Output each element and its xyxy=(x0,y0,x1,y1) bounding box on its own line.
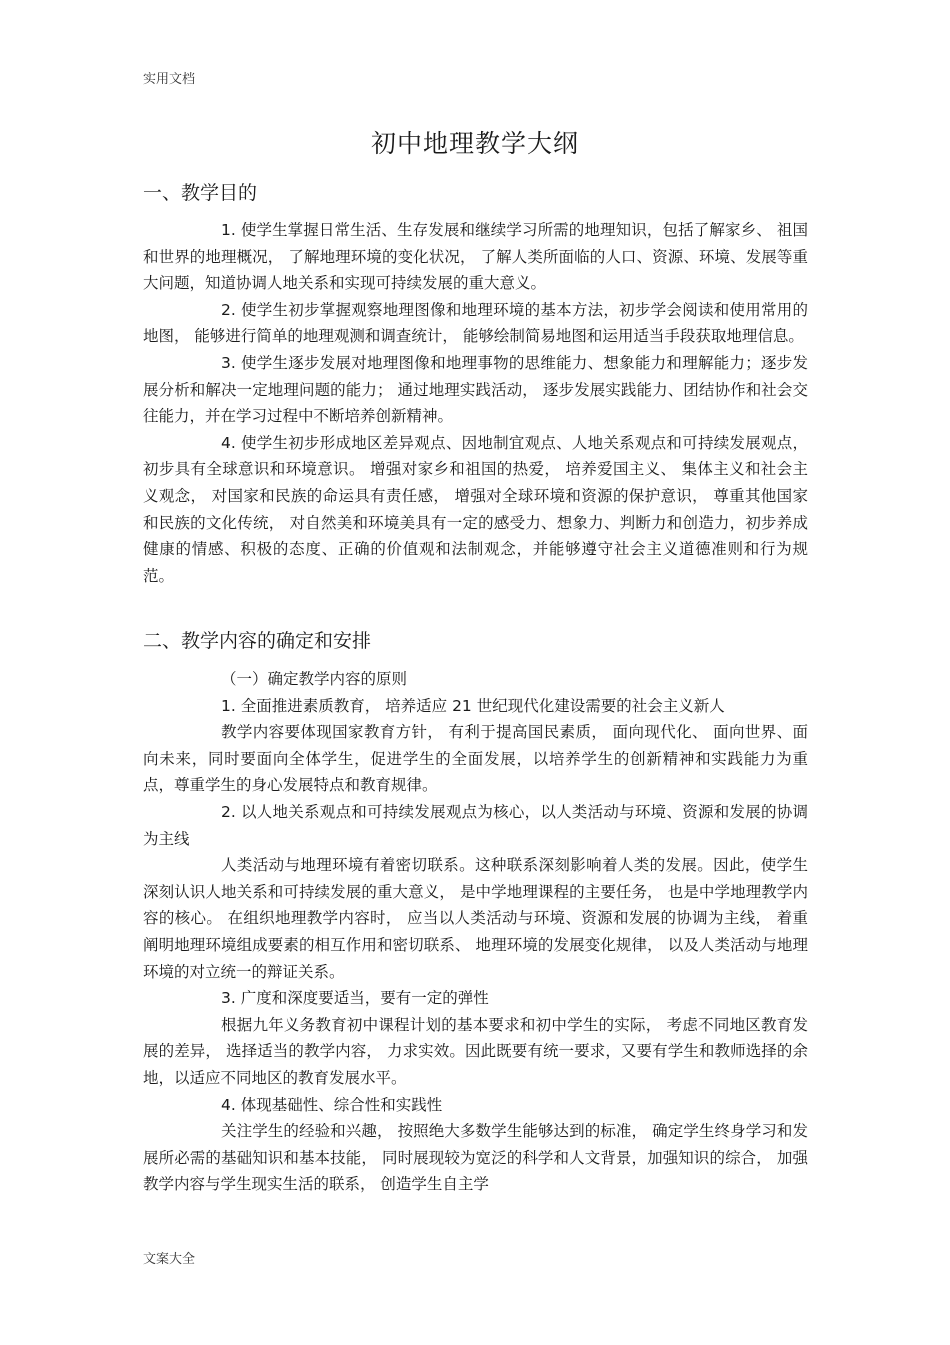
page-footer: 文案大全 xyxy=(143,1252,196,1267)
subsection-heading: （一）确定教学内容的原则 xyxy=(221,670,408,688)
section-heading-1: 一、教学目的 xyxy=(143,182,258,204)
paragraph: 根据九年义务教育初中课程计划的基本要求和初中学生的实际， 考虑不同地区教育发展的差异， 选择适当的教学内容， 力求实效。因此既要有统一要求，又要有学生和教师选择的余地，以适应不同地区的教育发展水平。 xyxy=(143,1015,808,1087)
principle-heading: 2. 以人地关系观点和可持续发展观点为核心，以人类活动与环境、资源和发展的协调为主线 xyxy=(143,802,808,848)
section-2-body xyxy=(143,664,808,1198)
principle-heading: 3. 广度和深度要适当，要有一定的弹性 xyxy=(221,989,489,1008)
page-header: 实用文档 xyxy=(143,72,196,87)
paragraph: 人类活动与地理环境有着密切联系。这种联系深刻影响着人类的发展。因此，使学生深刻认识人地关系和可持续发展的重大意义， 是中学地理课程的主要任务， 也是中学地理教学内容的核心。 在组织地理教学内容时， 应当以人类活动与环境、资源和发展的协调为主线， 着重阐明地理环境组成要素的相互作用和密切联系、 地理环境的发展变化规律， 以及人类活动与地理环境的对立统一的辩证关系。 xyxy=(143,856,808,981)
paragraph: 教学内容要体现国家教育方针， 有利于提高国民素质， 面向现代化、 面向世界、面向未来，同时要面向全体学生，促进学生的全面发展，以培养学生的创新精神和实践能力为重点，尊重学生的身心发展特点和教育规律。 xyxy=(143,723,808,795)
section-heading-2: 二、教学内容的确定和安排 xyxy=(143,630,372,652)
paragraph: 2. 使学生初步掌握观察地理图像和地理环境的基本方法，初步学会阅读和使用常用的地图， 能够进行简单的地理观测和调查统计， 能够绘制简易地图和运用适当手段获取地理信息。 xyxy=(143,300,808,346)
paragraph: 4. 使学生初步形成地区差异观点、因地制宜观点、人地关系观点和可持续发展观点， 初步具有全球意识和环境意识。 增强对家乡和祖国的热爱， 培养爱国主义、 集体主义和社会主义观念， 对国家和民族的命运具有责任感， 增强对全球环境和资源的保护意识， 尊重其他国家和民族的文化传统， 对自然美和环境美具有一定的感受力、想象力、判断力和创造力，初步养成健康的情感、积极的态度、正确的价值观和法制观念，并能够遵守社会主义道德准则和行为规范。 xyxy=(143,433,808,585)
section-1-body xyxy=(143,217,808,589)
paragraph: 3. 使学生逐步发展对地理图像和地理事物的思维能力、想象能力和理解能力；逐步发展分析和解决一定地理问题的能力； 通过地理实践活动， 逐步发展实践能力、团结协作和社会交往能力，并在学习过程中不断培养创新精神。 xyxy=(143,353,808,426)
principle-heading: 4. 体现基础性、综合性和实践性 xyxy=(221,1095,443,1114)
document-title: 初中地理教学大纲 xyxy=(370,129,579,158)
principle-heading: 1. 全面推进素质教育， 培养适应 21 世纪现代化建设需要的社会主义新人 xyxy=(221,696,725,715)
paragraph: 1. 使学生掌握日常生活、生存发展和继续学习所需的地理知识，包括了解家乡、 祖国和世界的地理概况， 了解地理环境的变化状况， 了解人类所面临的人口、资源、环境、发展等重大问题，知道协调人地关系和实现可持续发展的重大意义。 xyxy=(143,221,808,293)
paragraph: 关注学生的经验和兴趣， 按照绝大多数学生能够达到的标准， 确定学生终身学习和发展所必需的基础知识和基本技能， 同时展现较为宽泛的科学和人文背景，加强知识的综合， 加强教学内容与学生现实生活的联系， 创造学生自主学 xyxy=(143,1122,808,1194)
